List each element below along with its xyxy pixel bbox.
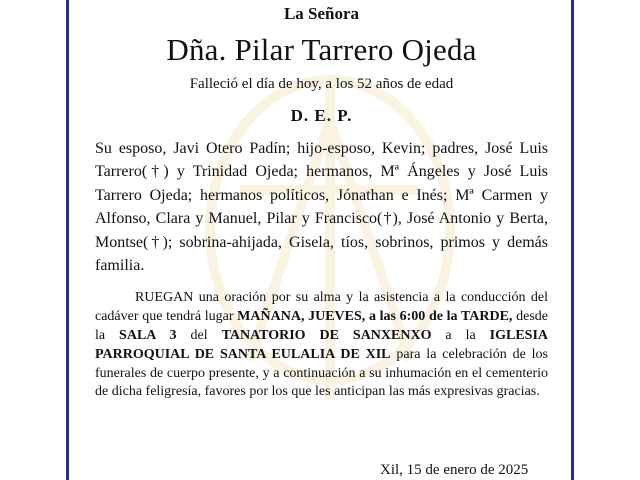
ruegan-text-3: del (176, 328, 222, 344)
obituary-content (95, 0, 548, 402)
frame-right-border (571, 0, 574, 480)
ruegan-bold-iglesia: IGLESIA PARROQUIAL DE SANTA EULALIA DE XIL (95, 328, 548, 362)
death-notice-line: Falleció el día de hoy, a los 52 años de edad (189, 76, 454, 92)
ruegan-bold-tanatorio: TANATORIO DE SANXENXO (221, 328, 432, 344)
ruegan-bold-sala: SALA 3 (119, 328, 177, 344)
ruegan-text-4: a la (431, 328, 490, 344)
ruegan-bold-date: MAÑANA, JUEVES, a las 6:00 de la TARDE, (237, 309, 513, 325)
ruegan-text-1: RUEGAN una oración por su alma y la asistencia a la conducción del cadáver que tendrá lugar (95, 290, 548, 325)
ruegan-text-2: desde la (95, 309, 548, 344)
heading-la-senora: La Señora (283, 4, 360, 23)
ruegan-paragraph (95, 289, 548, 402)
frame-left-border (66, 0, 69, 480)
deceased-name: Dña. Pilar Tarrero Ojeda (166, 32, 477, 67)
place-date-footer: Xil, 15 de enero de 2025 (380, 462, 529, 478)
dep-line: D. E. P. (290, 106, 353, 125)
family-paragraph: Su esposo, Javi Otero Padín; hijo-esposo, Kevin; padres, José Luis Tarrero(†) y Trinidad Ojeda; hermanos, Mª Ángeles y José Luis Tarrero Ojeda; hermanos políticos, Jónathan e Inés; Mª Carmen y Alfonso, Clara y Manuel, Pilar y Francisco(†), José Antonio y Berta, Montse(†); sobrina-ahijada, Gisela, tíos, sobrinos, primos y demás familia. (95, 140, 548, 275)
ruegan-text-5: para la celebración de los funerales de cuerpo presente, y a continuación a su inhumación en el cementerio de dicha feligresía, favores por los que les anticipan las más expresivas gracias. (95, 346, 548, 400)
